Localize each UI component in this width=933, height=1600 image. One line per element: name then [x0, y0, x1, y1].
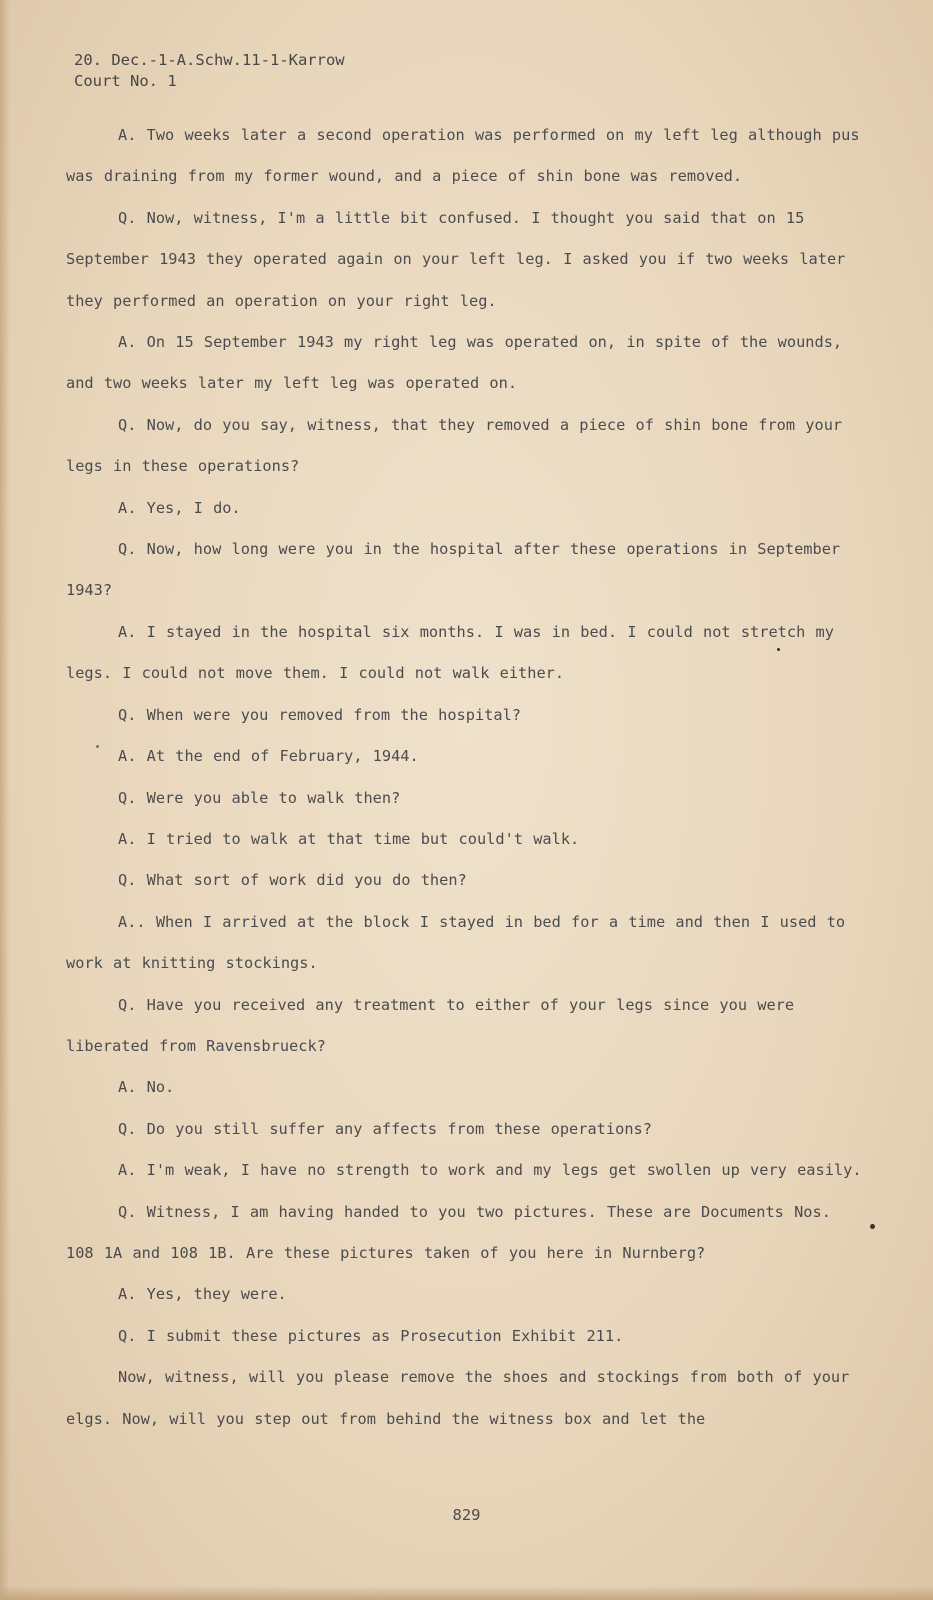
transcript-paragraph: A. At the end of February, 1944.	[118, 747, 419, 766]
transcript-paragraph: A. No.	[118, 1078, 175, 1097]
paper-edge-bottom	[0, 1586, 933, 1600]
transcript-paragraph: Q. I submit these pictures as Prosecution Exhibit 211.	[118, 1326, 624, 1345]
transcript-paragraph: A. On 15 September 1943 my right leg was operated on, in spite of the wounds, and two weeks later my left leg was operated on.	[66, 333, 843, 393]
transcript-paragraph: A. I stayed in the hospital six months. I was in bed. I could not stretch my legs. I could not move them. I could not walk either.	[66, 622, 834, 683]
transcript-paragraph: Q. What sort of work did you do then?	[118, 871, 467, 890]
transcript-paragraph: A.. When I arrived at the block I stayed in bed for a time and then I used to work at knitting stockings.	[66, 912, 846, 973]
transcript-paragraph: A. Yes, they were.	[118, 1285, 287, 1304]
transcript-paragraph: A. Two weeks later a second operation was performed on my left leg although pus was draining from my former wound, and a piece of shin bone was removed.	[66, 126, 860, 186]
transcript-paragraph: Q. When were you removed from the hospital?	[118, 705, 522, 724]
transcript-paragraph: Q. Now, how long were you in the hospital after these operations in September 1943?	[66, 540, 841, 600]
transcript-paragraph: A. I tried to walk at that time but could't walk.	[118, 829, 580, 848]
ink-speck	[777, 648, 780, 651]
transcript-paragraph: Q. Now, do you say, witness, that they removed a piece of shin bone from your legs in these operations?	[66, 415, 843, 476]
transcript-body	[66, 115, 866, 1440]
document-header	[74, 50, 345, 92]
page-number: 829	[452, 1506, 481, 1524]
transcript-paragraph: A. I'm weak, I have no strength to work and my legs get swollen up very easily.	[118, 1161, 862, 1180]
header-court-number: Court No. 1	[74, 72, 177, 90]
transcript-paragraph: A. Yes, I do.	[118, 498, 241, 517]
ink-speck	[96, 745, 99, 748]
transcript-paragraph: Q. Were you able to walk then?	[118, 788, 401, 807]
transcript-paragraph: Q. Witness, I am having handed to you two pictures. These are Documents Nos. 108 1A and 108 1B. Are these pictures taken of you here in Nurnberg?	[66, 1202, 831, 1262]
transcript-paragraph: Now, witness, will you please remove the shoes and stockings from both of your elgs. Now, will you step out from behind the witness box and let the	[66, 1368, 850, 1428]
transcript-paragraph: Q. Have you received any treatment to either of your legs since you were liberated from Ravensbrueck?	[66, 995, 795, 1055]
paper-edge-left	[0, 0, 10, 1600]
ink-speck	[870, 1224, 875, 1229]
header-document-reference: 20. Dec.-1-A.Schw.11-1-Karrow	[74, 51, 345, 69]
transcript-paragraph: Q. Now, witness, I'm a little bit confused. I thought you said that on 15 September 1943 they operated again on your left leg. I asked you if two weeks later they performed an operation on your right leg.	[66, 208, 846, 310]
transcript-paragraph: Q. Do you still suffer any affects from these operations?	[118, 1119, 652, 1138]
